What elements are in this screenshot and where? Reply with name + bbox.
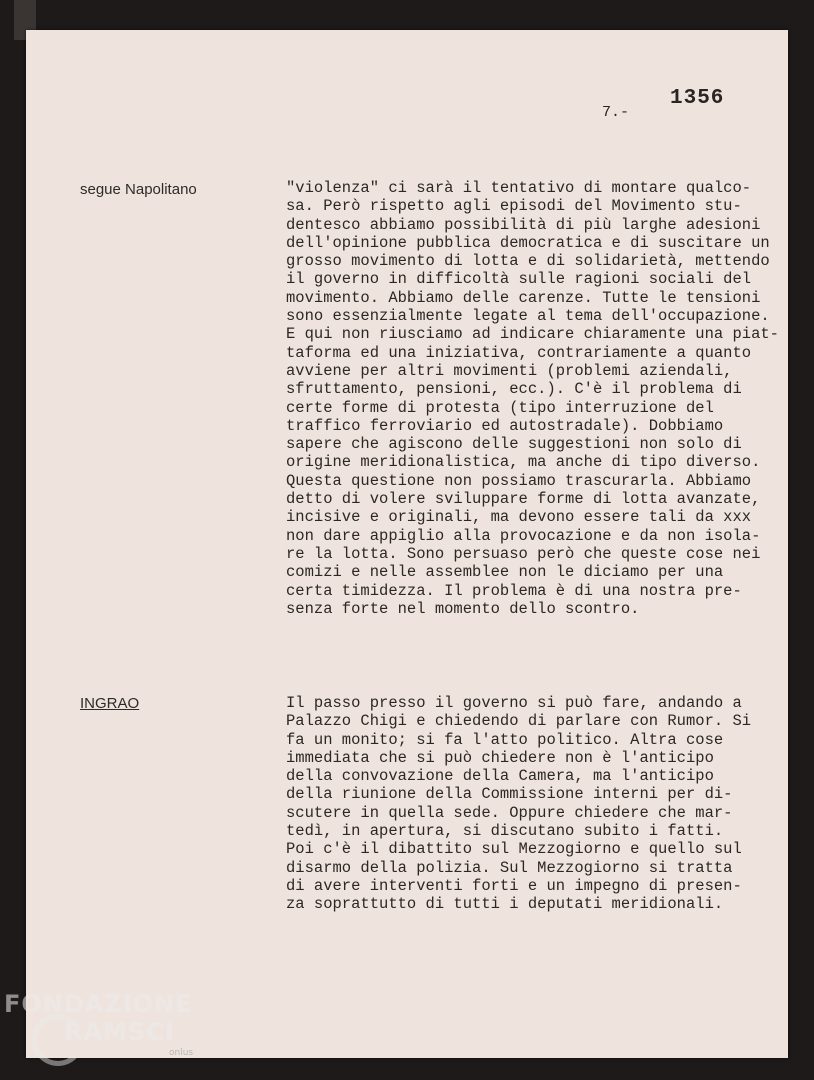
watermark-g-logo bbox=[32, 1014, 84, 1066]
transcript-paragraph-napolitano: "violenza" ci sarà il tentativo di montare qualco- sa. Però rispetto agli episodi del Movimento stu- dentesco abbiamo possibilità di più larghe adesioni dell'opinione pubblica democratica e di suscitare un grosso movimento di lotta e di solidarietà, mettendo il governo in difficoltà sulle ragioni sociali del movimento. Abbiamo delle carenze. Tutte le tensioni sono essenzialmente legate al tema dell'occupazione. E qui non riusciamo ad indicare chiaramente una piat- taforma ed una iniziativa, contrariamente a quanto avviene per altri movimenti (problemi aziendali, sfruttamento, pensioni, ecc.). C'è il problema di certe forme di protesta (tipo interruzione del traffico ferroviario ed autostradale). Dobbiamo sapere che agiscono delle suggestioni non solo di origine meridionalistica, ma anche di tipo diverso. Questa questione non possiamo trascurarla. Abbiamo detto di volere sviluppare forme di lotta avanzate, incisive e originali, ma devono essere tali da xxx non dare appiglio alla provocazione e da non isola- re la lotta. Sono persuaso però che queste cose nei comizi e nelle assemblee non le diciamo per una certa timidezza. Il problema è di una nostra pre- senza forte nel momento dello scontro. bbox=[286, 179, 779, 618]
watermark-line-2: RAMSCI bbox=[64, 1018, 175, 1046]
page-number: 1356 bbox=[670, 87, 725, 110]
watermark-line-3: onlus bbox=[169, 1048, 194, 1058]
fondazione-gramsci-watermark bbox=[4, 990, 194, 1058]
speaker-label-napolitano: segue Napolitano bbox=[80, 181, 197, 198]
watermark-line-1: FONDAZIONE bbox=[4, 990, 193, 1018]
speaker-label-ingrao: INGRAO bbox=[80, 695, 140, 712]
page-sub-number: 7.- bbox=[602, 104, 630, 121]
transcript-paragraph-ingrao: Il passo presso il governo si può fare, andando a Palazzo Chigi e chiedendo di parlare con Rumor. Si fa un monito; si fa l'atto politico. Altra cose immediata che si può chiedere non è l'anticipo della convovazione della Camera, ma l'anticipo della riunione della Commissione interni per di- scutere in quella sede. Oppure chiedere che mar- tedì, in apertura, si discutano subito i fatti. Poi c'è il dibattito sul Mezzogiorno e quello sul disarmo della polizia. Sul Mezzogiorno si tratta di avere interventi forti e un impegno di presen- za soprattutto di tutti i deputati meridionali. bbox=[286, 694, 752, 914]
document-page bbox=[26, 30, 788, 1058]
